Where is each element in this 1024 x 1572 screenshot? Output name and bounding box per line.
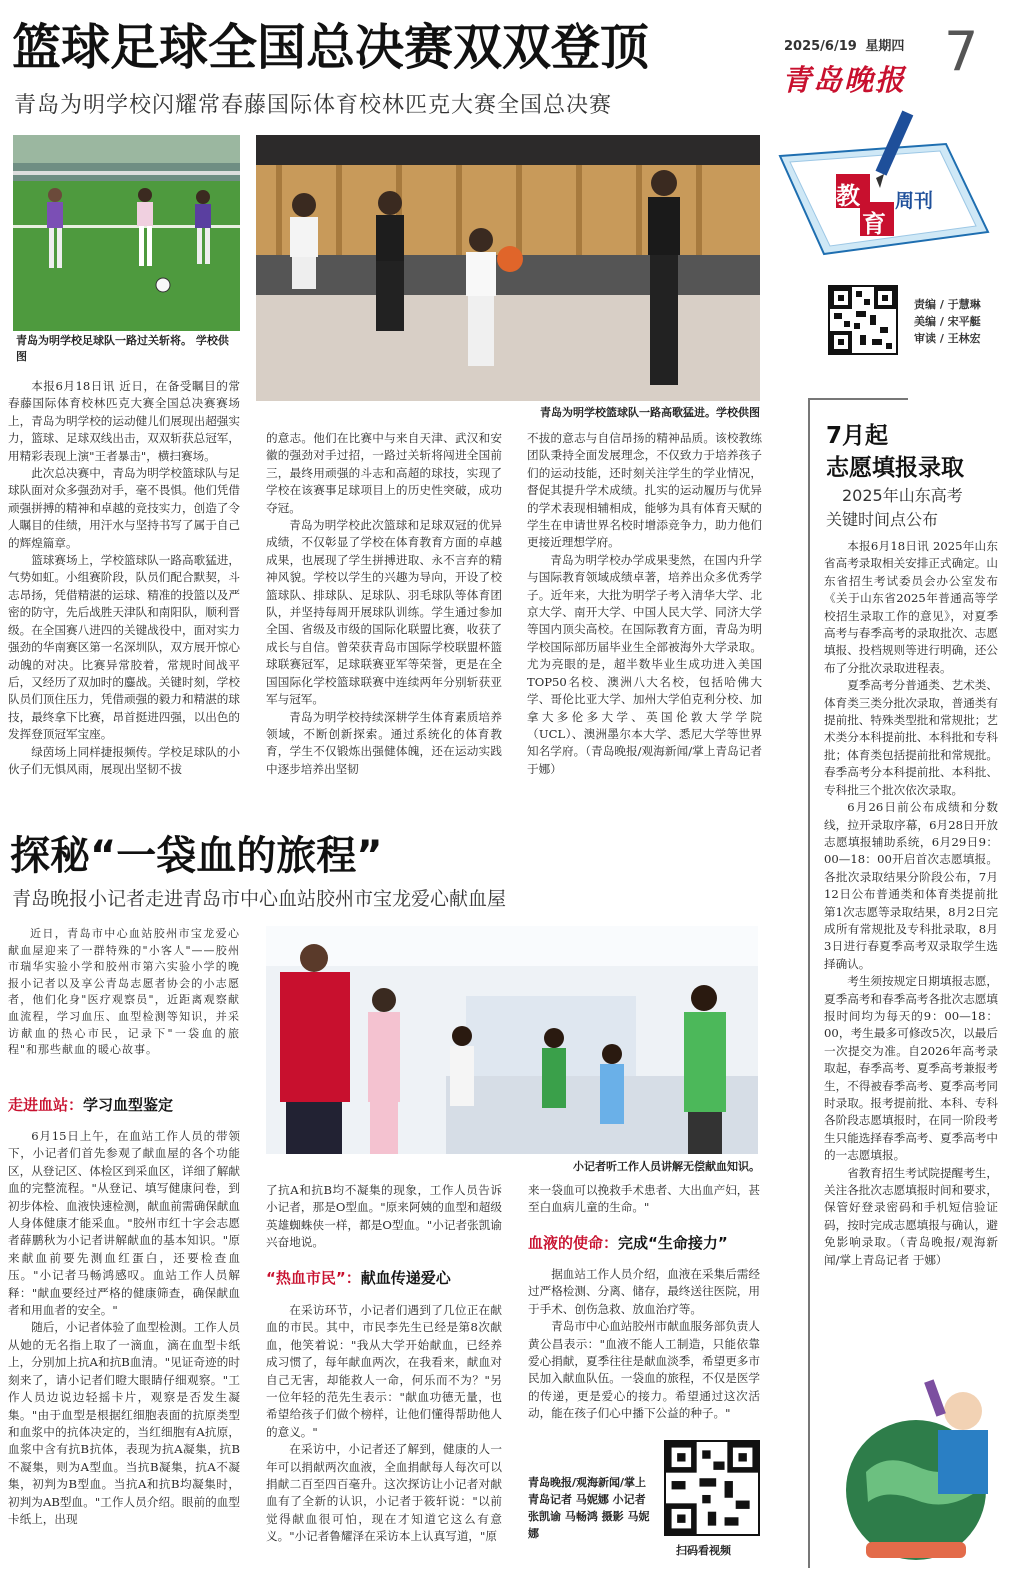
credits [914, 296, 981, 347]
story1-column-1 [8, 378, 240, 838]
story3-headline-line1: 7月起 [826, 423, 889, 449]
story1-col2-p1: 的意志。他们在比赛中与来自天津、武汉和安徽的强劲对手过招，一路过关斩将闯进全国前三，最终用顽强的斗志和高超的球技，实现了学校在该赛事足球项目上的历史性突破，成功夺冠。 [266, 431, 502, 515]
sidebar-top-rule [808, 398, 908, 400]
story2-intro-text: 近日，青岛市中心血站胶州市宝龙爱心献血屋迎来了一群特殊的"小客人"——胶州市瑞华实验小学和胶州市第六实验小学的晚报小记者以及享公青岛志愿者协会的小志愿者，他们化身"医疗观察员"，近距离观察献血流程，学习血压、血型检测等知识，并采访献血的热心市民，记录下"一袋血的旅程"和那些献血的暖心故事。 [8, 927, 240, 1057]
page-number: 7 [944, 20, 979, 83]
date: 2025/6/19 [784, 39, 857, 54]
story1-col1-p2: 此次总决赛中，青岛为明学校篮球队与足球队面对众多强劲对手，毫不畏惧。他们凭借顽强拼搏的精神和卓越的竞技实力，创造了令人瞩目的佳绩，用汗水与坚持书写了属于自己的辉煌篇章。 [8, 466, 240, 550]
story2-col3-p0: 来一袋血可以挽救手术患者、大出血产妇，甚至白血病儿童的生命。" [528, 1183, 760, 1215]
story1-col2-p3: 青岛为明学校持续深耕学生体育素质培养领域，不断创新探索。通过系统化的体育教育，学生不仅锻炼出强健体魄，还在运动实践中逐步培养出坚韧 [266, 709, 502, 776]
video-qr-code[interactable] [664, 1440, 760, 1536]
section1-title-black: 学习血型鉴定 [83, 1096, 174, 1114]
story1-column-2 [266, 430, 502, 838]
story1-col1-p3: 篮球赛场上，学校篮球队一路高歌猛进，气势如虹。小组赛阶段，队员们配合默契，斗志昂扬，凭借精湛的运球、精准的投篮以及严密的防守，先后战胜天津队和南阳队，顺利晋级。在全国赛八进四的关键战役中，面对实力强劲的华南赛区第一名深圳队，双方展开惊心动魄的对决。比赛异常胶着，常规时间战平后，又经历了双加时的鏖战。关键时刻，学校队员们顶住压力，凭借顽强的毅力和精湛的球技，最终拿下比赛，昂首挺进四强，以出色的发挥登顶冠军宝座。 [8, 553, 240, 742]
sidebar-divider [808, 398, 810, 1568]
football-photo [13, 135, 240, 331]
story2-col1-p2: 随后，小记者体验了血型检测。工作人员从她的无名指上取了一滴血，滴在血型卡纸上，分别加上抗A和抗B血清。"见证奇迹的时刻来了，请小记者们瞪大眼睛仔细观察。"工作人员边说边轻摇卡片，观察是否发生凝集。"由于血型是根据红细胞表面的抗原类型和血浆中的抗体决定的，当红细胞有A抗原，血浆中含有抗B抗体，表现为抗A凝集，抗B不凝集，则为A型血。当抗B凝集，抗A不凝集，初判为B型血。当抗A和抗B均凝集时，初判为AB型血。"工作人员介绍。眼前的血型卡纸上，出现 [8, 1320, 240, 1526]
story2-byline: 青岛晚报/观海新闻/掌上青岛记者 马妮娜 小记者 张凯谕 马畅鸿 摄影 马妮娜 [528, 1476, 650, 1540]
section1-title-red: 走进血站： [8, 1096, 84, 1114]
credit-editor: 责编 / 于慧琳 [914, 298, 981, 311]
story2-column-2b [266, 1302, 502, 1570]
story2-col2-p3: 在采访中，小记者还了解到，健康的人一年可以捐献两次血液，全血捐献每人每次可以捐献二百至四百毫升。这次探访让小记者对献血有了全新的认识，小记者于筱轩说："以前觉得献血很可怕，现在才知道它这么有意义。"小记者鲁耀泽在采访本上认真写道，"原 [266, 1442, 502, 1544]
masthead-qr-code[interactable] [828, 285, 898, 355]
story2-col3-p2: 青岛市中心血站胶州市献血服务部负责人黄公昌表示："血液不能人工制造，只能依靠爱心捐献，夏季往往是献血淡季，希望更多市民加入献血队伍。一袋血的旅程，不仅是医学的传递，更是爱心的接力。希望通过这次活动，能在孩子们心中播下公益的种子。" [528, 1319, 760, 1421]
story2-headline: 探秘“一袋血的旅程” [10, 833, 383, 879]
story1-col1-p1: 本报6月18日讯 近日，在备受瞩目的常春藤国际体育校林匹克大赛全国总决赛赛场上，青岛为明学校的运动健儿们展现出超强实力，篮球、足球双线出击，双双斩获总冠军，用精彩表现上演"王者暴击"，横扫赛场。 [8, 379, 240, 463]
football-photo-caption: 青岛为明学校足球队一路过关斩将。 学校供图 [16, 334, 229, 363]
story1-col2-p2: 青岛为明学校此次篮球和足球双冠的优异成绩，不仅彰显了学校在体育教育方面的卓越成果，也展现了学生拼搏进取、永不言弃的精神风貌。学校以学生的兴趣为导向，开设了校篮球队、排球队、足球队、羽毛球队等体育团队，并坚持每周开展球队训练。学生通过参加全国、省级及市级的国际化联盟比赛，收获了成长与自信。曾荣获青岛市国际学校联盟杯篮球联赛冠军，足球联赛亚军等荣誉，更是在全国国际化学校篮球联赛中连续两年分别斩获亚军与冠军。 [266, 518, 502, 707]
education-weekly-graphic [776, 104, 1008, 266]
date-weekday [784, 35, 904, 54]
story2-intro [8, 926, 240, 1082]
story2-col1-p1: 6月15日上午，在血站工作人员的带领下，小记者们首先参观了献血屋的各个功能区，从登记区、体检区到采血区，详细了解献血的完整流程。"从登记、填写健康问卷，到初步体检、血液快速检测，献血前需确保献血人身体健康才能采血。"胶州市红十字会志愿者薛鹏秋为小记者讲解献血的基本知识。"原来献血前要先测血红蛋白，还要检查血压。"小记者马畅鸿感叹。血站工作人员解释："献血要经过严格的健康筛查，确保献血者和用血者的安全。" [8, 1129, 240, 1318]
story3-p5: 省教育招生考试院提醒考生，关注各批次志愿填报时间和要求，保管好登录密码和手机短信验证码，按时完成志愿填报与确认，避免影响录取。（青岛晚报/观海新闻/掌上青岛记者 于娜） [824, 1165, 998, 1267]
story2-column-1 [8, 1128, 240, 1568]
story2-section1-title [8, 1094, 173, 1115]
paper-name-logo: 青岛晚报 [782, 63, 907, 97]
story1-col3-p1: 不拔的意志与自信昂扬的精神品质。该校教练团队秉持全面发展理念，不仅致力于培养孩子们的运动技能，还时刻关注学生的学业情况，督促其提升学术成绩。扎实的运动履历与优异的学术表现相辅相成，能够为具有体育天赋的学生在申请世界名校时增添竞争力，助力他们更接近理想学府。 [527, 431, 762, 550]
credit-designer: 美编 / 宋平艇 [914, 315, 981, 328]
basketball-photo [256, 135, 760, 401]
story1-col1-p4: 绿茵场上同样捷报频传。学校足球队的小伙子们无惧风雨，展现出坚韧不拔 [8, 744, 240, 776]
basketball-photo-caption: 青岛为明学校篮球队一路高歌猛进。学校供图 [540, 406, 760, 419]
story3-p2: 夏季高考分普通类、艺术类、体育类三类分批次录取，普通类有提前批、特殊类型批和常规批；艺术类分本科提前批、本科批和专科批；体育类包括提前批和常规批。春季高考分本科提前批、本科批、专科批三个批次依次录取。 [824, 678, 998, 797]
story3-headline-line2: 志愿填报录取 [826, 455, 964, 481]
story3-body [824, 538, 998, 1370]
story3-subhead [826, 484, 963, 532]
story1-column-3 [527, 430, 762, 838]
video-qr-caption: 扫码看视频 [676, 1544, 731, 1557]
story3-p1: 本报6月18日讯 2025年山东省高考录取相关安排正式确定。山东省招生考试委员会办公室发布《关于山东省2025年普通高等学校招生录取工作的意见》，对夏季高考与春季高考的录取批次、志愿填报、投档规则等进行明确，还公布了分批次录取进程表。 [824, 539, 998, 675]
story3-p3: 6月26日前公布成绩和分数线，拉开录取序幕，6月28日开放志愿填报辅助系统，6月29日9：00—18：00开启首次志愿填报。各批次录取结果分阶段公布，7月12日公布普通类和体育类提前批第1次志愿等录取结果，8月2日完成所有常规批及专科批录取，8月3日进行春夏季高考双录取学生选择确认。 [824, 800, 998, 971]
section3-title-red: 血液的使命： [528, 1234, 619, 1252]
weekday: 星期四 [865, 39, 905, 54]
story2-col2-p1: 了抗A和抗B均不凝集的现象，工作人员告诉小记者，那是O型血。"原来阿姨的血型和超级英雄蜘蛛侠一样，都是O型血。"小记者张凯谕兴奋地说。 [266, 1183, 502, 1250]
section2-title-red: “热血市民”： [266, 1269, 361, 1287]
qr-code-icon [666, 1442, 758, 1534]
section-char-1: 教 [836, 182, 860, 210]
story3-subhead-line2: 关键时间点公布 [826, 510, 939, 529]
story3-p4: 考生须按规定日期填报志愿，夏季高考和春季高考各批次志愿填报时间均为每天的9：00—18：00，考生最多可修改5次，以最后一次提交为准。自2026年高考录取起，春季高考、夏季高考兼报考生，不得被春季高考、夏季高考同时录取。报考提前批、本科、专科各阶段志愿填报时，在同一阶段考生只能选择春季高考、夏季高考中的一志愿填报。 [824, 974, 998, 1163]
story2-col3-p1: 据血站工作人员介绍，血液在采集后需经过严格检测、分离、储存，最终送往医院，用于手术、创伤急救、放血治疗等。 [528, 1267, 760, 1316]
story2-subhead: 青岛晚报小记者走进青岛市中心血站胶州市宝龙爱心献血屋 [12, 888, 507, 910]
story1-col3-p2: 青岛为明学校办学成果斐然，在国内升学与国际教育领域成绩卓著，培养出众多优秀学子。近年来，大批为明学子考入清华大学、北京大学、南开大学、中国人民大学、同济大学等国内顶尖高校。在国际教育方面，青岛为明学校国际部历届毕业生全部被海外大学录取。尤为亮眼的是，超半数毕业生成功进入美国TOP50名校、澳洲八大名校，包括哈佛大学、哥伦比亚大学、加州大学伯克利分校、加拿大多伦多大学、英国伦敦大学学院（UCL）、澳洲墨尔本大学、悉尼大学等世界知名学府。（青岛晚报/观海新闻/掌上青岛记者 于娜） [527, 552, 762, 776]
story2-section3-title [528, 1232, 728, 1253]
section-char-2: 育 [862, 210, 886, 238]
story2-column-3a [528, 1182, 760, 1222]
section2-title-black: 献血传递爱心 [360, 1269, 451, 1287]
section-label: 周刊 [895, 190, 934, 212]
blood-station-photo [266, 926, 758, 1154]
globe-teacher-illustration [826, 1372, 1016, 1568]
story3-headline [826, 420, 964, 484]
blood-station-photo-caption: 小记者听工作人员讲解无偿献血知识。 [573, 1160, 760, 1173]
story2-col2-p2: 在采访环节，小记者们遇到了几位正在献血的市民。其中，市民李先生已经是第8次献血，他笑着说："我从大学开始献血，已经养成习惯了，每年献血两次，在我看来，献血对自己无害，却能救人一命，何乐而不为？"另一位年轻的范先生表示："献血功德无量，也希望给孩子们做个榜样，让他们懂得帮助他人的意义。" [266, 1303, 502, 1439]
qr-code-icon [830, 287, 896, 353]
credit-proofreader: 审读 / 王林宏 [914, 332, 981, 345]
story1-headline: 篮球足球全国总决赛双双登顶 [12, 19, 650, 76]
story2-section2-title [266, 1267, 451, 1288]
story3-subhead-line1: 2025年山东高考 [842, 486, 963, 505]
section3-title-black: 完成“生命接力” [618, 1234, 728, 1252]
story1-subhead: 青岛为明学校闪耀常春藤国际体育校林匹克大赛全国总决赛 [14, 93, 613, 118]
